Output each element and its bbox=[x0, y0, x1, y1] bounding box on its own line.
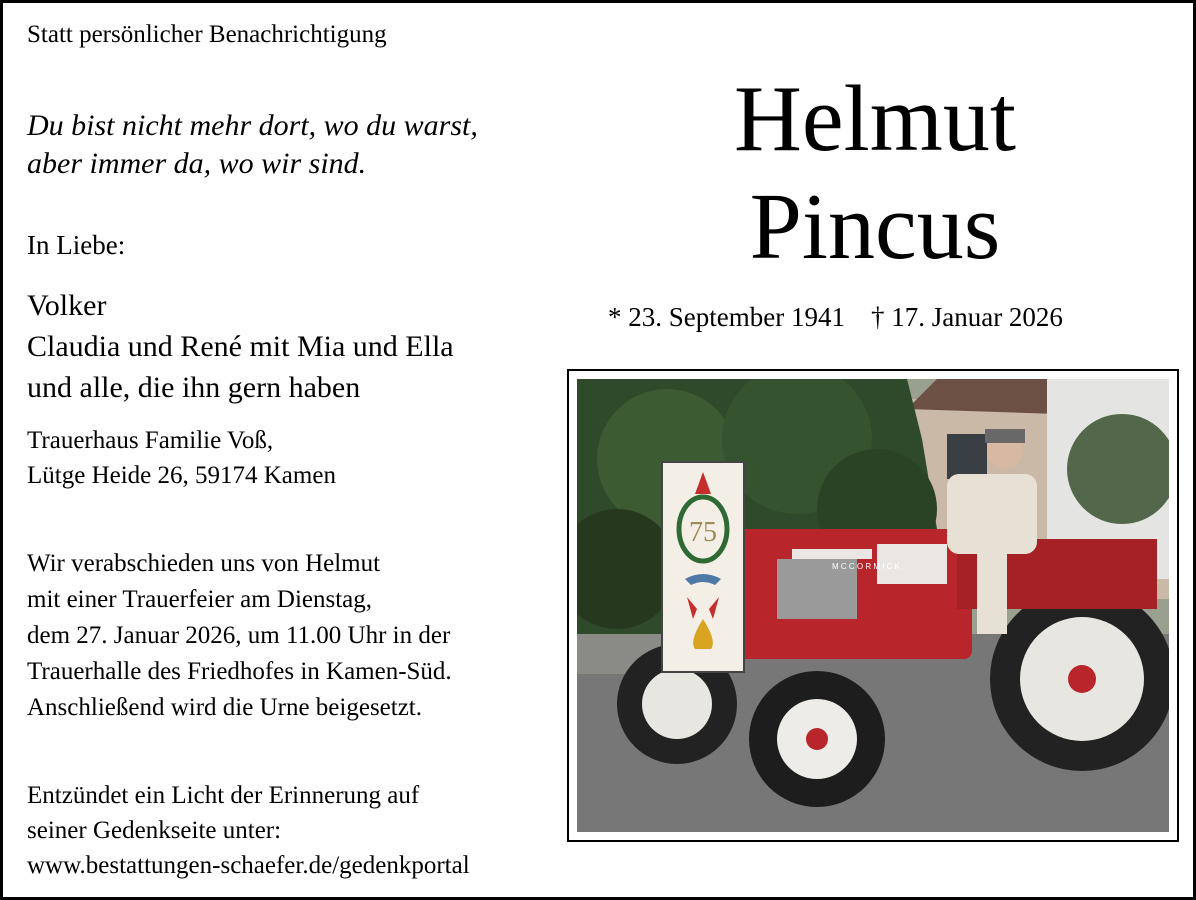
mourners-list bbox=[27, 285, 454, 408]
deceased-last-name: Pincus bbox=[749, 175, 1001, 279]
portrait-photo bbox=[577, 379, 1169, 832]
life-dates bbox=[608, 301, 1063, 333]
address-line: Trauerhaus Familie Voß, bbox=[27, 427, 274, 454]
mourning-address bbox=[27, 423, 336, 493]
memorial-line: Entzündet ein Licht der Erinnerung auf bbox=[27, 782, 420, 809]
notice-heading: Statt persönlicher Benachrichtigung bbox=[27, 21, 387, 48]
tractor-badge: M C C O R M I C K bbox=[832, 562, 900, 571]
service-line: Wir verabschieden uns von Helmut bbox=[27, 550, 381, 577]
memorial-url[interactable]: www.bestattungen-schaefer.de/gedenkportal bbox=[27, 852, 470, 879]
mourner-line: und alle, die ihn gern haben bbox=[27, 371, 361, 404]
mourner-line: Volker bbox=[27, 289, 107, 322]
memorial-quote bbox=[27, 107, 478, 183]
funeral-service-info bbox=[27, 546, 452, 726]
service-line: Anschließend wird die Urne beigesetzt. bbox=[27, 694, 423, 721]
quote-line: Du bist nicht mehr dort, wo du warst, bbox=[27, 109, 478, 142]
death-date: † 17. Januar 2026 bbox=[870, 302, 1063, 332]
deceased-first-name: Helmut bbox=[734, 67, 1016, 171]
birth-date: * 23. September 1941 bbox=[608, 302, 845, 332]
service-line: Trauerhalle des Friedhofes in Kamen-Süd. bbox=[27, 658, 452, 685]
service-line: mit einer Trauerfeier am Dienstag, bbox=[27, 586, 373, 613]
sign-number: 75 bbox=[689, 517, 717, 548]
service-line: dem 27. Januar 2026, um 11.00 Uhr in der bbox=[27, 622, 451, 649]
memorial-page-info bbox=[27, 778, 470, 883]
quote-line: aber immer da, wo wir sind. bbox=[27, 147, 367, 180]
memorial-line: seiner Gedenkseite unter: bbox=[27, 817, 282, 844]
in-love-label: In Liebe: bbox=[27, 230, 126, 260]
mourner-line: Claudia und René mit Mia und Ella bbox=[27, 330, 454, 363]
photo-frame bbox=[567, 369, 1179, 842]
address-line: Lütge Heide 26, 59174 Kamen bbox=[27, 462, 336, 489]
